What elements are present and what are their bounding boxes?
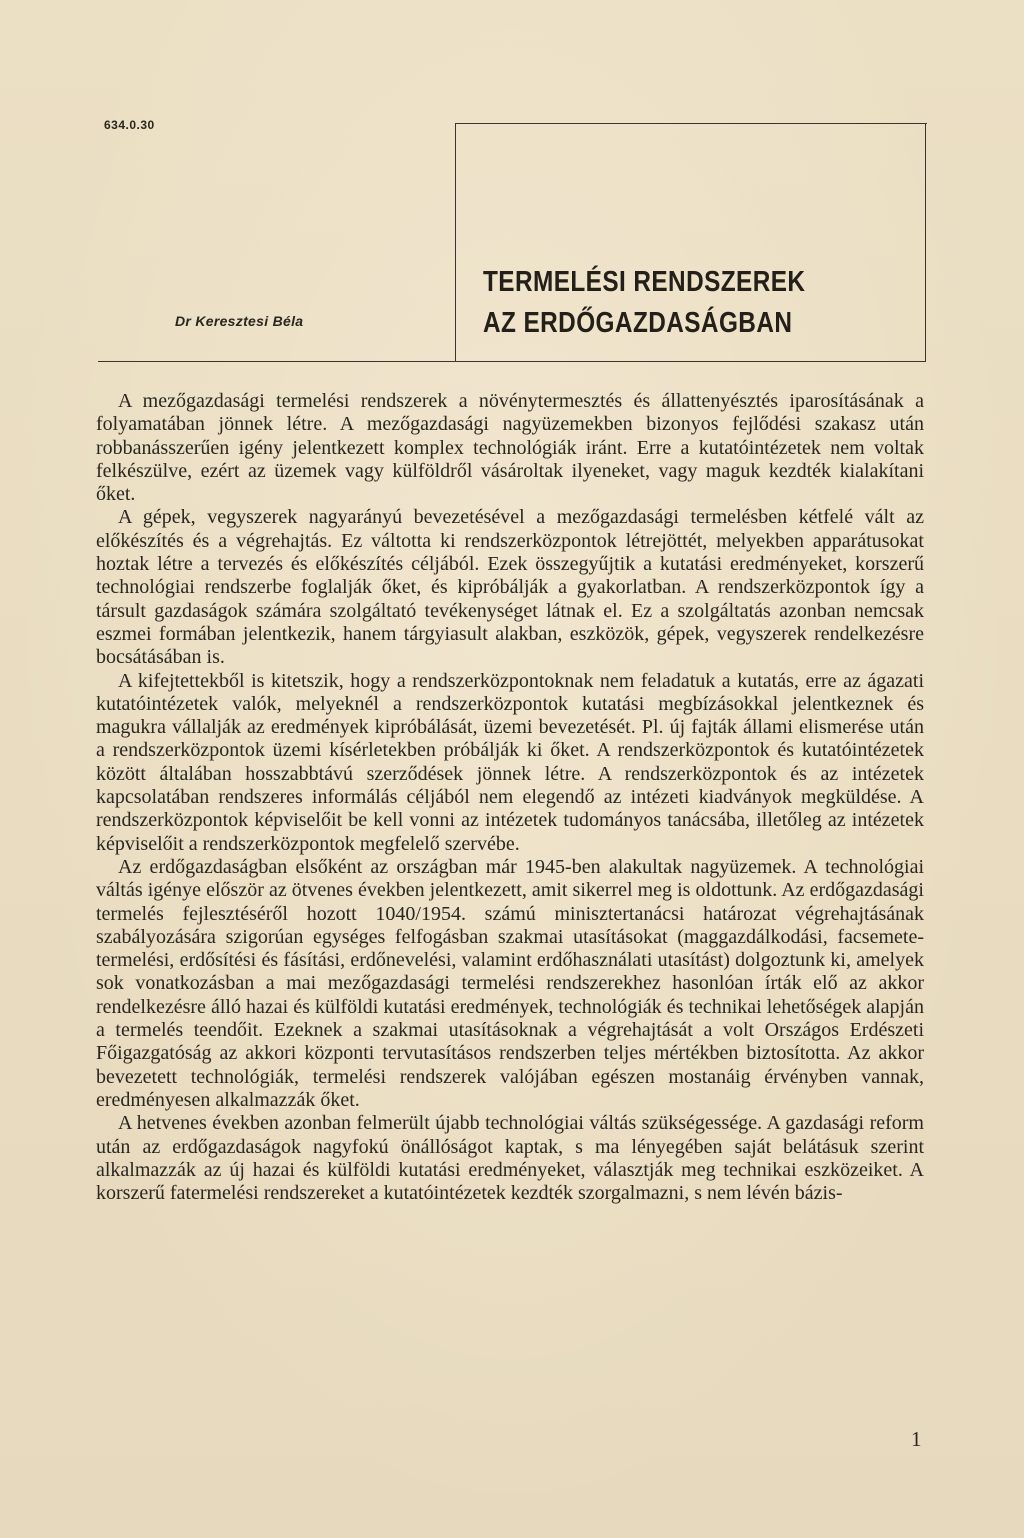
author-name: Dr Keresztesi Béla: [175, 313, 304, 329]
header-bottom-rule: [98, 361, 926, 362]
body-paragraph-3: A kifejtettekből is kitetszik, hogy a rendszerközpontoknak nem feladatuk a kutatás, erre az ágazati kutatóintézetek valók, melyeknél a rendszerközpontok kutatási megbízásokkal jelentkeznek és magukra vállalják az eredmények kipróbálását, üzemi bevezetését. Pl. új fajták állami elismerése után a rendszerközpontok üzemi kísérletekben próbálják ki őket. A rendszerközpontok és kutatóintézetek között általában hosszabbtávú szerződések jönnek létre. A rendszerközpontok és az intézetek kapcsolatában rendszeres informálás céljából nem elegendő az intézeti kiadványok megküldése. A rendszerközpontok képviselőit be kell vonni az intézetek tudományos tanácsába, illetőleg az intézetek képviselőit a rendszerközpontok megfelelő szervébe.: [96, 669, 924, 855]
body-paragraph-2: A gépek, vegyszerek nagyarányú bevezetésével a mezőgazdasági termelésben kétfelé vált az előkészítés és a végrehajtás. Ez váltotta ki rendszerközpontok létrejöttét, melyekben apparátusokat hoztak létre a tervezés és előkészítés céljából. Ezek összegyűjtik a kutatási eredményeket, korszerű technológiai rendszerbe foglalják őket, és kipróbálják a gyakorlatban. A rendszerközpontok így a társult gazdaságok számára szolgáltató tevékenységet látnak el. Ez a szolgáltatás azonban nemcsak eszmei formában jelentkezik, hanem tárgyiasult alakban, eszközök, gépek, vegyszerek rendelkezésre bocsátásában is.: [96, 506, 924, 669]
title-box-top-rule: [455, 123, 927, 124]
body-paragraph-5: A hetvenes években azonban felmerült újabb technológiai váltás szükségessége. A gazdasági reform után az erdőgazdaságok nagyfokú önállóságot kaptak, s ma lényegében saját belátásuk szerint alkalmazzák az új hazai és külföldi kutatási eredményeket, választják meg technikai eszközeiket. A korszerű fatermelési rendszereket a kutatóintézetek kezdték szorgalmazni, s nem lévén bázis-: [96, 1112, 924, 1205]
title-box-left-rule: [455, 123, 456, 362]
page-number: 1: [911, 1427, 922, 1451]
article-title: [483, 262, 853, 344]
body-paragraph-1: A mezőgazdasági termelési rendszerek a növénytermesztés és állattenyésztés iparosításának a folyamatában jönnek létre. A mezőgazdasági nagyüzemekben bizonyos fejlődési szakasz után robbanásszerűen igény jelentkezett komplex technológiák iránt. Erre a kutatóintézetek nem voltak felkészülve, ezért az üzemek vagy külföldről vásároltak ilyeneket, vagy maguk kezdték kialakítani őket.: [96, 390, 924, 506]
article-title-line-2: AZ ERDŐGAZDASÁGBAN: [483, 307, 793, 339]
title-box-right-rule: [925, 123, 926, 362]
article-body: [96, 390, 924, 1205]
udc-classification-code: 634.0.30: [104, 118, 155, 132]
body-paragraph-4: Az erdőgazdaságban elsőként az országban már 1945-ben alakultak nagyüzemek. A technológiai váltás igénye először az ötvenes években jelentkezett, amit sikerrel meg is oldottunk. Az erdőgazdasági termelés fejlesztéséről hozott 1040/1954. számú minisztertanácsi határozat végrehajtásának szabályozására szigorúan egységes felfogásban szakmai utasításokat (maggazdálkodási, facsemetetermelési, erdősítési és fásítási, erdőnevelési, valamint erdőhasználati utasítást) dolgoztunk ki, amelyek sok vonatkozásban a mai mezőgazdasági termelési rendszerekhez hasonlóan írták elő az akkor rendelkezésre álló hazai és külföldi kutatási eredmények, technológiák és technikai lehetőségek alapján a termelés teendőit. Ezeknek a szakmai utasításoknak a végrehajtását a volt Országos Erdészeti Főigazgatóság az akkori központi tervutasításos rendszerben teljes mértékben biztosította. Az akkor bevezetett technológiák, termelési rendszerek valójában egészen mostanáig érvényben vannak, eredményesen alkalmazzák őket.: [96, 855, 924, 1111]
article-title-line-1: TERMELÉSI RENDSZEREK: [483, 266, 806, 298]
